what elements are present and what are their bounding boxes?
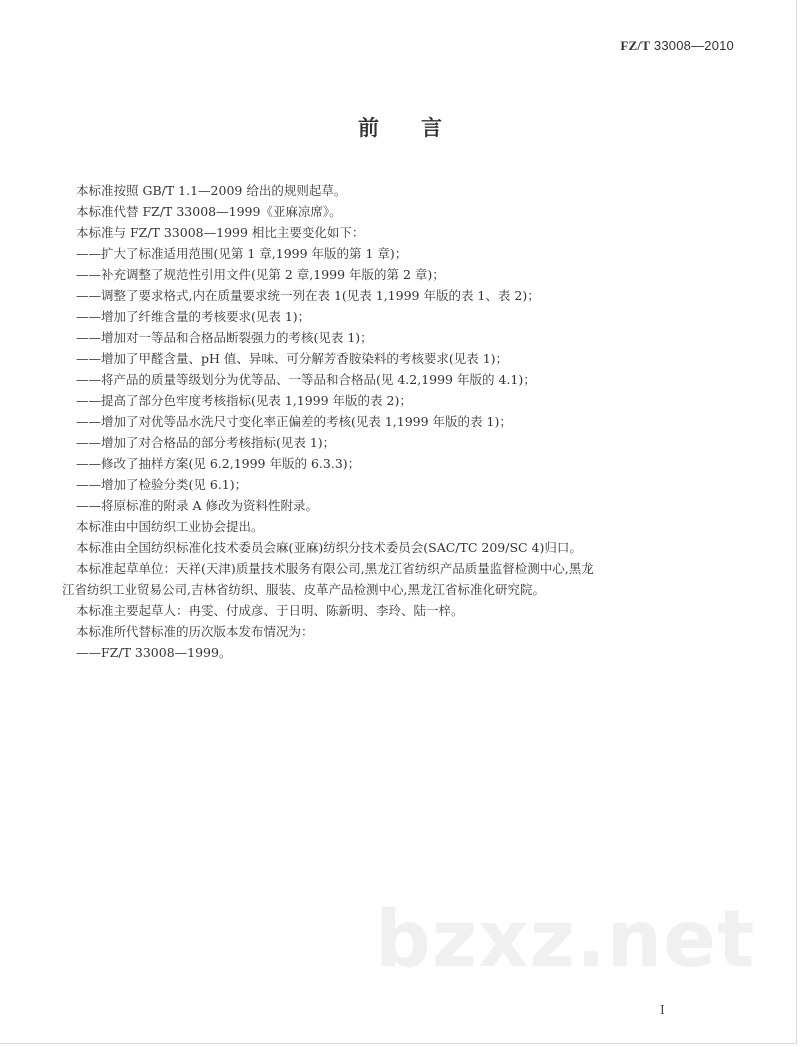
paragraph-proposed-by: 本标准由中国纺织工业协会提出。 — [76, 519, 264, 534]
page-number: I — [660, 1003, 665, 1017]
paragraph-drafters: 本标准主要起草人：冉雯、付成彦、于日明、陈新明、李玲、陆一梓。 — [76, 603, 464, 618]
list-item: ——增加了检验分类(见 6.1)； — [76, 477, 248, 492]
paragraph-drafting-units-continued: 江省纺织工业贸易公司,吉林省纺织、服装、皮革产品检测中心,黑龙江省标准化研究院。 — [62, 582, 545, 597]
paragraph-changes-intro: 本标准与 FZ/T 33008—1999 相比主要变化如下： — [76, 225, 365, 240]
history-item: ——FZ/T 33008—1999。 — [76, 645, 232, 660]
paragraph-drafting-rules: 本标准按照 GB/T 1.1—2009 给出的规则起草。 — [76, 183, 347, 198]
paragraph-replaces: 本标准代替 FZ/T 33008—1999《亚麻凉席》。 — [76, 204, 342, 219]
paragraph-centralized-by: 本标准由全国纺织标准化技术委员会麻(亚麻)纺织分技术委员会(SAC/TC 209/SC 4)归口。 — [76, 540, 582, 555]
changes-list — [76, 243, 736, 516]
list-item: ——调整了要求格式,内在质量要求统一列在表 1(见表 1,1999 年版的表 1、表 2)； — [76, 288, 540, 303]
list-item: ——将原标准的附录 A 修改为资料性附录。 — [76, 498, 318, 513]
list-item: ——增加对一等品和合格品断裂强力的考核(见表 1)； — [76, 330, 373, 345]
list-item: ——补充调整了规范性引用文件(见第 2 章,1999 年版的第 2 章)； — [76, 267, 445, 282]
list-item: ——扩大了标准适用范围(见第 1 章,1999 年版的第 1 章)； — [76, 246, 408, 261]
watermark: bzxz.net — [375, 895, 756, 985]
list-item: ——增加了对优等品水洗尺寸变化率正偏差的考核(见表 1,1999 年版的表 1)； — [76, 414, 512, 429]
list-item: ——增加了对合格品的部分考核指标(见表 1)； — [76, 435, 336, 450]
standard-number: 33008—2010 — [653, 38, 734, 53]
list-item: ——增加了纤维含量的考核要求(见表 1)； — [76, 309, 311, 324]
standard-code — [620, 38, 734, 54]
list-item: ——提高了部分色牢度考核指标(见表 1,1999 年版的表 2)； — [76, 393, 412, 408]
standard-prefix: FZ/T — [620, 38, 651, 53]
list-item: ——修改了抽样方案(见 6.2,1999 年版的 6.3.3)； — [76, 456, 361, 471]
list-item: ——增加了甲醛含量、pH 值、异味、可分解芳香胺染料的考核要求(见表 1)； — [76, 351, 509, 366]
page-title: 前言 — [358, 116, 484, 140]
paragraph-history-intro: 本标准所代替标准的历次版本发布情况为： — [76, 624, 314, 639]
list-item: ——将产品的质量等级划分为优等品、一等品和合格品(见 4.2,1999 年版的 4.1)； — [76, 372, 536, 387]
paragraph-drafting-units: 本标准起草单位：天祥(天津)质量技术服务有限公司,黑龙江省纺织产品质量监督检测中心,黑龙 — [76, 561, 594, 576]
foreword-body — [62, 180, 736, 663]
